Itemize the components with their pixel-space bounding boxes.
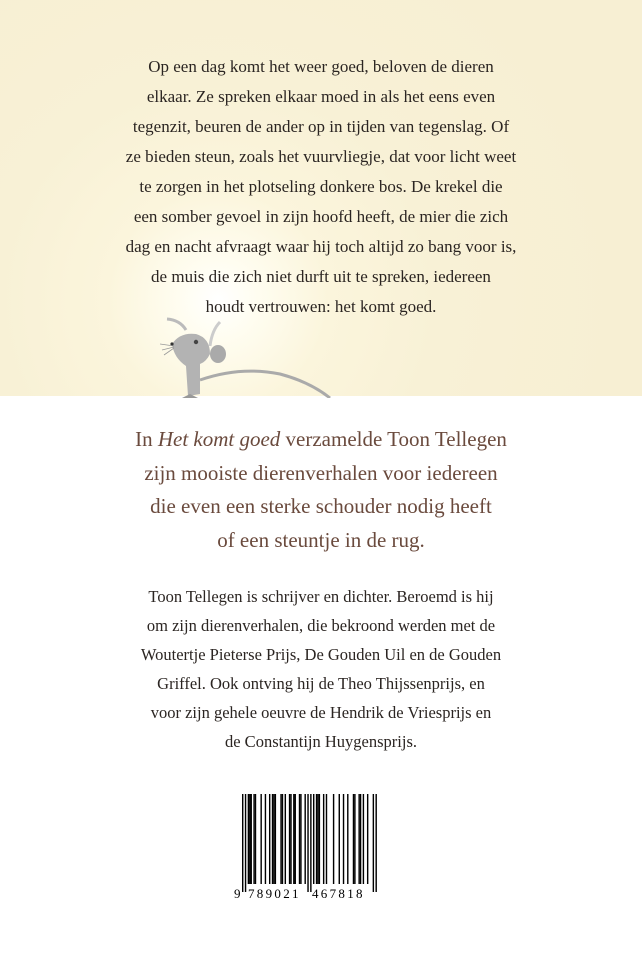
intro-paragraph bbox=[0, 423, 642, 557]
barcode-bar bbox=[304, 794, 305, 884]
barcode-bar bbox=[265, 794, 266, 884]
blurb-paragraph bbox=[0, 52, 642, 322]
barcode-bar bbox=[249, 794, 250, 884]
barcode-bar bbox=[307, 794, 308, 892]
barcode-bar bbox=[310, 794, 311, 892]
blurb-line: elkaar. Ze spreken elkaar moed in als het eens even bbox=[146, 87, 496, 106]
barcode-bar bbox=[316, 794, 317, 884]
intro-prefix: In bbox=[135, 427, 158, 451]
blurb-line: ze bieden steun, zoals het vuurvliegje, dat voor licht weet bbox=[125, 147, 517, 166]
intro-line: of een steuntje in de rug. bbox=[217, 527, 425, 552]
barcode-bar bbox=[289, 794, 290, 884]
barcode-digits-left: 789021 bbox=[248, 886, 301, 901]
barcode-bar bbox=[282, 794, 283, 884]
barcode-bar bbox=[367, 794, 368, 884]
barcode-bar bbox=[285, 794, 286, 884]
barcode-bar bbox=[326, 794, 327, 884]
barcode-bar bbox=[360, 794, 361, 884]
barcode-bar bbox=[245, 794, 246, 892]
bio-line: Woutertje Pieterse Prijs, De Gouden Uil en de Gouden bbox=[140, 645, 502, 664]
barcode-bar bbox=[253, 794, 254, 884]
barcode-bar bbox=[363, 794, 364, 884]
blurb-line: houdt vertrouwen: het komt goed. bbox=[205, 297, 437, 316]
barcode-bar bbox=[347, 794, 348, 884]
blurb-line: te zorgen in het plotseling donkere bos. De krekel die bbox=[139, 177, 503, 196]
barcode-bar bbox=[272, 794, 273, 884]
intro-line: die even een sterke schouder nodig heeft bbox=[150, 494, 492, 518]
barcode-bar bbox=[319, 794, 320, 884]
bio-line: Toon Tellegen is schrijver en dichter. Beroemd is hij bbox=[148, 587, 494, 606]
barcode-bar bbox=[313, 794, 314, 884]
barcode-digit-lead: 9 bbox=[234, 886, 241, 901]
barcode-bar bbox=[299, 794, 300, 884]
blurb-line: Op een dag komt het weer goed, beloven de dieren bbox=[148, 57, 494, 76]
barcode-bar bbox=[343, 794, 344, 884]
barcode-bar bbox=[280, 794, 281, 884]
barcode-bar bbox=[275, 794, 276, 884]
mouse-illustration bbox=[160, 314, 340, 398]
barcode-bar bbox=[295, 794, 296, 884]
barcode-bar bbox=[260, 794, 261, 884]
barcode-bar bbox=[375, 794, 376, 892]
blurb-line: dag en nacht afvraagt waar hij toch altijd zo bang voor is, bbox=[125, 237, 517, 256]
barcode-bar bbox=[293, 794, 294, 884]
intro-line bbox=[0, 423, 642, 457]
barcode-bar bbox=[269, 794, 270, 884]
blurb-line: een somber gevoel in zijn hoofd heeft, de mier die zich bbox=[133, 207, 509, 226]
barcode-bar bbox=[354, 794, 355, 884]
bio-line: voor zijn gehele oeuvre de Hendrik de Vriesprijs en bbox=[150, 703, 492, 722]
barcode-bar bbox=[339, 794, 340, 884]
barcode-bar bbox=[333, 794, 334, 884]
barcode-bar bbox=[317, 794, 318, 884]
barcode-bar bbox=[353, 794, 354, 884]
barcode-bar bbox=[373, 794, 374, 892]
barcode-bar bbox=[323, 794, 324, 884]
barcode-bar bbox=[248, 794, 249, 884]
barcode-bar bbox=[255, 794, 256, 884]
bio-line: de Constantijn Huygensprijs. bbox=[224, 732, 418, 751]
bio-line: om zijn dierenverhalen, die bekroond werden met de bbox=[146, 616, 496, 635]
blurb-line: de muis die zich niet durft uit te spreken, iedereen bbox=[151, 267, 491, 286]
bio-line: Griffel. Ook ontving hij de Theo Thijssenprijs, en bbox=[157, 674, 485, 693]
blurb-line: tegenzit, beuren de ander op in tijden van tegenslag. Of bbox=[132, 117, 510, 136]
intro-line: zijn mooiste dierenverhalen voor iedereen bbox=[144, 460, 498, 485]
book-title-italic: Het komt goed bbox=[157, 427, 281, 451]
intro-line-rest: verzamelde Toon Tellegen bbox=[280, 427, 507, 451]
barcode-bar bbox=[242, 794, 243, 892]
isbn-barcode bbox=[232, 790, 382, 902]
barcode-bar bbox=[290, 794, 291, 884]
barcode-digits-right: 467818 bbox=[312, 886, 365, 901]
barcode-bar bbox=[273, 794, 274, 884]
barcode-bar bbox=[251, 794, 252, 884]
barcode-bar bbox=[358, 794, 359, 884]
author-bio-paragraph bbox=[0, 582, 642, 756]
barcode-bar bbox=[300, 794, 301, 884]
